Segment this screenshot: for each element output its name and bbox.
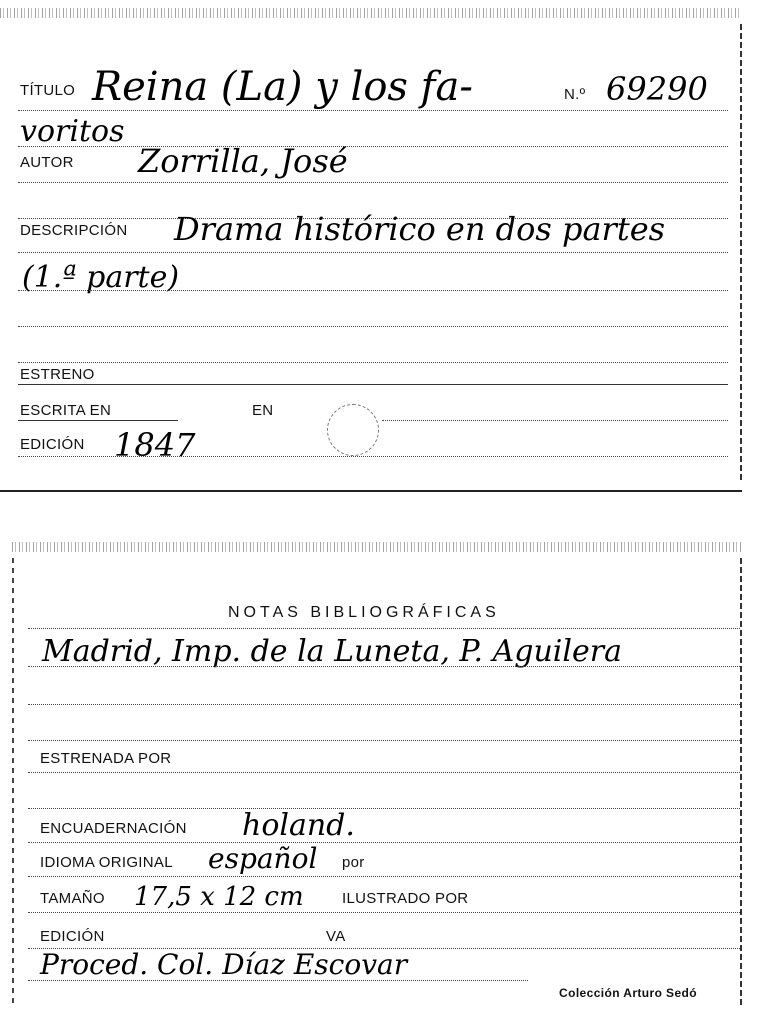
catalog-card-front [0,14,742,492]
autor-rule [18,182,728,183]
procedencia-rule [28,980,528,981]
encuadernacion-rule [28,842,740,843]
blank-rule-5 [28,740,740,741]
card-torn-edge [12,542,742,552]
titulo-value: Reina (La) y los fa- [92,64,473,110]
card-bottom-edge [0,490,742,492]
encuadernacion-value: holand. [242,808,355,843]
titulo-cont-rule [18,146,728,147]
estrenada-por-label: ESTRENADA POR [40,750,172,767]
blank-rule-6 [28,808,740,809]
por-label: por [342,854,365,871]
edicion-rule [18,456,728,457]
collection-credit: Colección Arturo Sedó [559,986,697,1000]
titulo-label: TÍTULO [20,82,76,99]
autor-value: Zorrilla, José [138,142,348,180]
encuadernacion-label: ENCUADERNACIÓN [40,820,187,837]
edicion-label-bottom: EDICIÓN [40,928,105,945]
estreno-label: ESTRENO [20,366,95,383]
numero-value: 69290 [606,70,708,108]
notas-heading: NOTAS BIBLIOGRÁFICAS [228,604,500,621]
autor-label: AUTOR [20,154,74,171]
idioma-rule [28,876,740,877]
catalog-card-back [12,548,742,1018]
estreno-rule [18,384,728,385]
card-right-edge [740,558,742,1008]
blank-rule-2 [18,326,728,327]
heading-rule [28,628,740,629]
blank-rule-3 [18,362,728,363]
edicion-value: 1847 [114,426,196,464]
descripcion-value-cont: (1.ª parte) [22,260,180,295]
descripcion-rule [18,252,728,253]
tamano-rule [28,912,740,913]
card-torn-edge [0,8,742,18]
escrita-en-label: ESCRITA EN [20,402,112,419]
idioma-value: español [208,842,318,875]
estrenada-por-rule [28,772,740,773]
notas-rule [28,666,740,667]
titulo-rule [18,110,728,111]
descripcion-cont-rule [18,290,728,291]
titulo-value-cont: voritos [20,114,125,149]
descripcion-value: Drama histórico en dos partes [174,210,666,248]
tamano-value: 17,5 x 12 cm [134,882,304,912]
en-rule [382,420,728,421]
va-label: VA [326,928,346,945]
notas-value: Madrid, Imp. de la Luneta, P. Aguilera [42,634,622,669]
embossed-stamp-mark [327,404,379,456]
escrita-en-rule [18,420,178,421]
en-label: EN [252,402,274,419]
ilustrado-label: ILUSTRADO POR [342,890,469,907]
blank-rule-4 [28,704,740,705]
idioma-label: IDIOMA ORIGINAL [40,854,173,871]
tamano-label: TAMAÑO [40,890,105,907]
card-left-edge [12,558,14,1008]
numero-label: N.º [564,86,586,103]
card-right-edge [740,24,742,482]
procedencia-value: Proced. Col. Díaz Escovar [40,948,408,981]
descripcion-label: DESCRIPCIÓN [20,222,128,239]
edicion-label: EDICIÓN [20,436,85,453]
